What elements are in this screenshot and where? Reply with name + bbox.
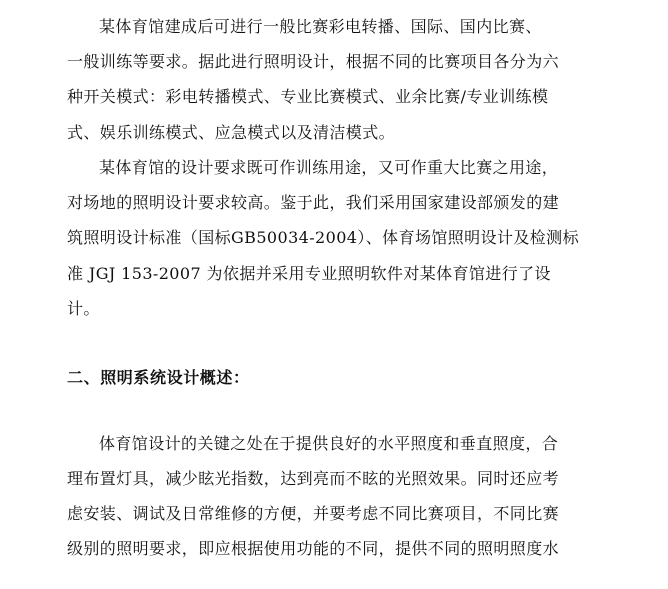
paragraph-3-line-4: 级别的照明要求，即应根据使用功能的不同，提供不同的照明照度水 [67,539,560,558]
paragraph-2-line-3: 筑照明设计标准（国标GB50034-2004）、体育场馆照明设计及检测标 [67,228,579,247]
paragraph-2-line-1: 某体育馆的设计要求既可作训练用途，又可作重大比赛之用途， [99,158,559,177]
paragraph-1-line-1: 某体育馆建成后可进行一般比赛彩电转播、国际、国内比赛、 [99,17,542,36]
paragraph-1-line-4: 式、娱乐训练模式、应急模式以及清洁模式。 [67,123,396,142]
paragraph-3-line-1: 体育馆设计的关键之处在于提供良好的水平照度和垂直照度，合 [99,434,559,453]
paragraph-3-line-2: 理布置灯具，减少眩光指数，达到亮而不眩的光照效果。同时还应考 [67,469,560,488]
paragraph-3-line-3: 虑安装、调试及日常维修的方便，并要考虑不同比赛项目，不同比赛 [67,504,560,523]
paragraph-2-line-5: 计。 [67,299,100,318]
paragraph-1-line-3: 种开关模式：彩电转播模式、专业比赛模式、业余比赛/专业训练模 [67,87,549,106]
paragraph-2-line-2: 对场地的照明设计要求较高。鉴于此，我们采用国家建设部颁发的建 [67,193,560,212]
paragraph-2-line-4: 准 JGJ 153-2007 为依据并采用专业照明软件对某体育馆进行了设 [67,264,551,283]
section-heading: 二、照明系统设计概述： [67,368,250,387]
paragraph-1-line-2: 一般训练等要求。据此进行照明设计，根据不同的比赛项目各分为六 [67,52,560,71]
